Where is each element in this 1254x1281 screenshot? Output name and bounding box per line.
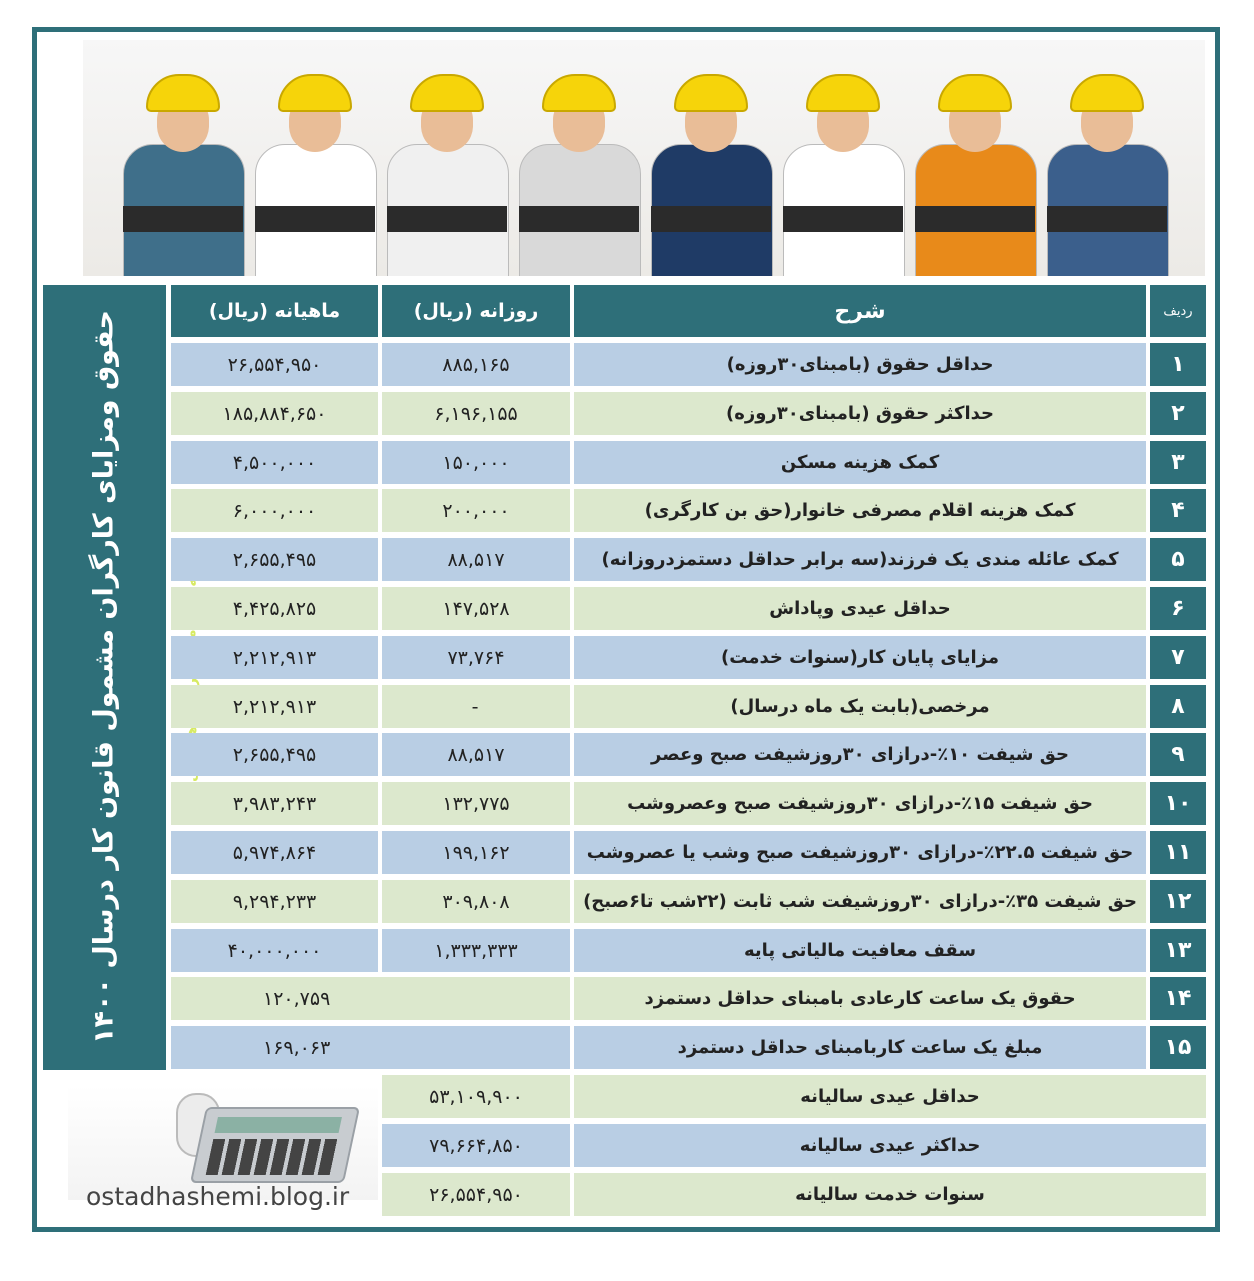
row-number: ۶ (1150, 587, 1206, 630)
row-description: حق شیفت ۳۵٪-درازای ۳۰روزشیفت شب ثابت (۲۲شب تا۶صبح) (574, 880, 1146, 923)
row-description: حق شیفت ۲۲.۵٪-درازای ۳۰روزشیفت صبح وشب یا عصروشب (574, 831, 1146, 874)
row-number: ۵ (1150, 538, 1206, 581)
row-monthly-value: ۱۸۵,۸۸۴,۶۵۰ (171, 392, 378, 435)
row-monthly-value: ۲,۲۱۲,۹۱۳ (171, 636, 378, 679)
row-daily-value: ۱۹۹,۱۶۲ (382, 831, 570, 874)
row-number: ۷ (1150, 636, 1206, 679)
row-number: ۱ (1150, 343, 1206, 386)
row-monthly-value: ۲,۲۱۲,۹۱۳ (171, 685, 378, 728)
row-description: حق شیفت ۱۰٪-درازای ۳۰روزشیفت صبح وعصر (574, 733, 1146, 776)
row-number: ۳ (1150, 441, 1206, 484)
worker-figure (915, 56, 1035, 276)
row-description: حقوق یک ساعت کارعادی بامبنای حداقل دستمزد (574, 977, 1146, 1020)
row-daily-value: ۷۳,۷۶۴ (382, 636, 570, 679)
annual-description: حداقل عیدی سالیانه (574, 1075, 1206, 1118)
row-daily-value: ۲۰۰,۰۰۰ (382, 489, 570, 532)
worker-figure (255, 56, 375, 276)
row-number: ۸ (1150, 685, 1206, 728)
annual-value: ۲۶,۵۵۴,۹۵۰ (382, 1173, 570, 1216)
annual-value: ۵۳,۱۰۹,۹۰۰ (382, 1075, 570, 1118)
row-daily-value: - (382, 685, 570, 728)
row-number: ۹ (1150, 733, 1206, 776)
row-description: کمک هزینه اقلام مصرفی خانوار(حق بن کارگری) (574, 489, 1146, 532)
row-monthly-value: ۵,۹۷۴,۸۶۴ (171, 831, 378, 874)
blog-url: ostadhashemi.blog.ir (86, 1182, 350, 1211)
worker-figure (387, 56, 507, 276)
row-daily-value: ۶,۱۹۶,۱۵۵ (382, 392, 570, 435)
row-monthly-value: ۴,۴۲۵,۸۲۵ (171, 587, 378, 630)
row-monthly-value: ۶,۰۰۰,۰۰۰ (171, 489, 378, 532)
row-description: مرخصی(بابت یک ماه درسال) (574, 685, 1146, 728)
row-description: کمک عائله مندی یک فرزند(سه برابر حداقل دستمزدروزانه) (574, 538, 1146, 581)
row-number: ۱۵ (1150, 1026, 1206, 1069)
row-description: حق شیفت ۱۵٪-درازای ۳۰روزشیفت صبح وعصروشب (574, 782, 1146, 825)
row-hourly-value: ۱۶۹,۰۶۳ (171, 1026, 570, 1069)
row-description: کمک هزینه مسکن (574, 441, 1146, 484)
worker-figure (519, 56, 639, 276)
row-daily-value: ۱,۳۳۳,۳۳۳ (382, 929, 570, 972)
row-monthly-value: ۹,۲۹۴,۲۳۳ (171, 880, 378, 923)
worker-figure (783, 56, 903, 276)
header-daily: روزانه (ریال) (382, 285, 570, 337)
poster-title: حقوق ومزایای کارگران مشمول قانون کار درسال ۱۴۰۰ (88, 310, 120, 1044)
row-description: سقف معافیت مالیاتی پایه (574, 929, 1146, 972)
workers-photo (83, 40, 1205, 276)
row-description: حداقل عیدی وپاداش (574, 587, 1146, 630)
row-daily-value: ۸۸,۵۱۷ (382, 733, 570, 776)
annual-description: سنوات خدمت سالیانه (574, 1173, 1206, 1216)
row-daily-value: ۱۴۷,۵۲۸ (382, 587, 570, 630)
row-description: حداقل حقوق (بامبنای۳۰روزه) (574, 343, 1146, 386)
row-number: ۱۱ (1150, 831, 1206, 874)
row-description: مبلغ یک ساعت کاربامبنای حداقل دستمزد (574, 1026, 1146, 1069)
row-number: ۲ (1150, 392, 1206, 435)
row-daily-value: ۱۳۲,۷۷۵ (382, 782, 570, 825)
row-number: ۱۲ (1150, 880, 1206, 923)
row-monthly-value: ۲,۶۵۵,۴۹۵ (171, 538, 378, 581)
worker-figure (651, 56, 771, 276)
row-monthly-value: ۳,۹۸۳,۲۴۳ (171, 782, 378, 825)
row-monthly-value: ۴۰,۰۰۰,۰۰۰ (171, 929, 378, 972)
row-description: حداکثر حقوق (بامبنای۳۰روزه) (574, 392, 1146, 435)
row-description: مزایای پایان کار(سنوات خدمت) (574, 636, 1146, 679)
header-sharh: شرح (574, 285, 1146, 337)
row-daily-value: ۱۵۰,۰۰۰ (382, 441, 570, 484)
worker-figure (1047, 56, 1167, 276)
header-radif: ردیف (1150, 285, 1206, 337)
row-daily-value: ۳۰۹,۸۰۸ (382, 880, 570, 923)
row-number: ۱۴ (1150, 977, 1206, 1020)
row-hourly-value: ۱۲۰,۷۵۹ (171, 977, 570, 1020)
side-title-bar (43, 285, 166, 1070)
row-number: ۱۳ (1150, 929, 1206, 972)
row-number: ۱۰ (1150, 782, 1206, 825)
annual-description: حداکثر عیدی سالیانه (574, 1124, 1206, 1167)
worker-figure (123, 56, 243, 276)
row-daily-value: ۸۸,۵۱۷ (382, 538, 570, 581)
row-monthly-value: ۲,۶۵۵,۴۹۵ (171, 733, 378, 776)
calculator-icon (190, 1107, 360, 1183)
annual-value: ۷۹,۶۶۴,۸۵۰ (382, 1124, 570, 1167)
row-daily-value: ۸۸۵,۱۶۵ (382, 343, 570, 386)
row-number: ۴ (1150, 489, 1206, 532)
header-monthly: ماهیانه (ریال) (171, 285, 378, 337)
row-monthly-value: ۲۶,۵۵۴,۹۵۰ (171, 343, 378, 386)
row-monthly-value: ۴,۵۰۰,۰۰۰ (171, 441, 378, 484)
